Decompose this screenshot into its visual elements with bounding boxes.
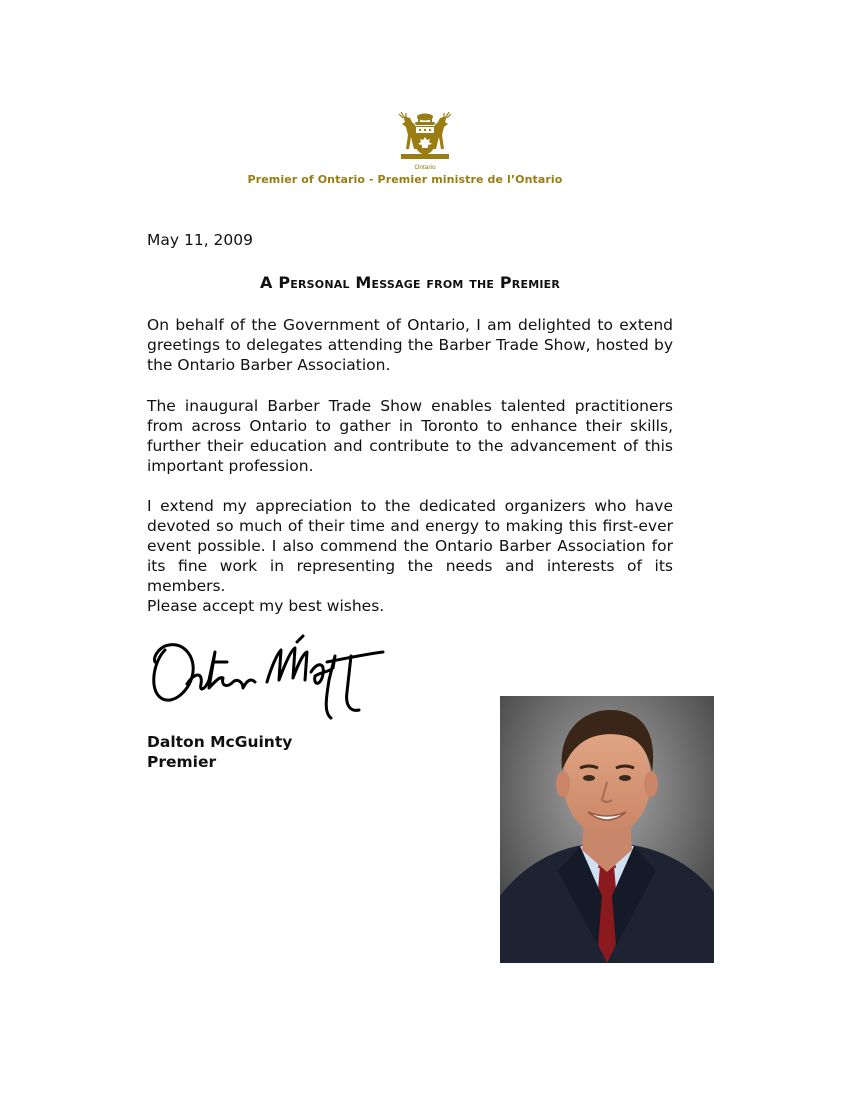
signatory-block bbox=[147, 732, 292, 772]
paragraph-2: The inaugural Barber Trade Show enables talented practitioners from across Ontario to gather in Toronto to enhance their skills, further their education and contribute to the advancement of this important profession. bbox=[147, 397, 673, 475]
letterhead bbox=[0, 110, 850, 172]
signatory-title: Premier bbox=[147, 753, 217, 771]
signature-icon bbox=[147, 632, 419, 732]
paragraph-3: I extend my appreciation to the dedicated organizers who have devoted so much of their time and energy to making this first-ever event possible. I also commend the Ontario Barber Association for its fine work in representing the needs and interests of its members. bbox=[147, 497, 673, 595]
premier-portrait-photo bbox=[500, 696, 714, 963]
crest-label: Ontario bbox=[414, 164, 436, 171]
letter-date: May 11, 2009 bbox=[147, 231, 253, 249]
letter-heading: A Personal Message from the Premier bbox=[259, 273, 561, 292]
signatory-name: Dalton McGuinty bbox=[147, 733, 293, 751]
closing-line: Please accept my best wishes. bbox=[147, 597, 385, 615]
paragraph-1: On behalf of the Government of Ontario, I am delighted to extend greetings to delegates attending the Barber Trade Show, hosted by the Ontario Barber Association. bbox=[147, 316, 673, 374]
ontario-coat-of-arms-icon bbox=[395, 110, 455, 172]
office-title: Premier of Ontario - Premier ministre de l’Ontario bbox=[247, 173, 563, 186]
